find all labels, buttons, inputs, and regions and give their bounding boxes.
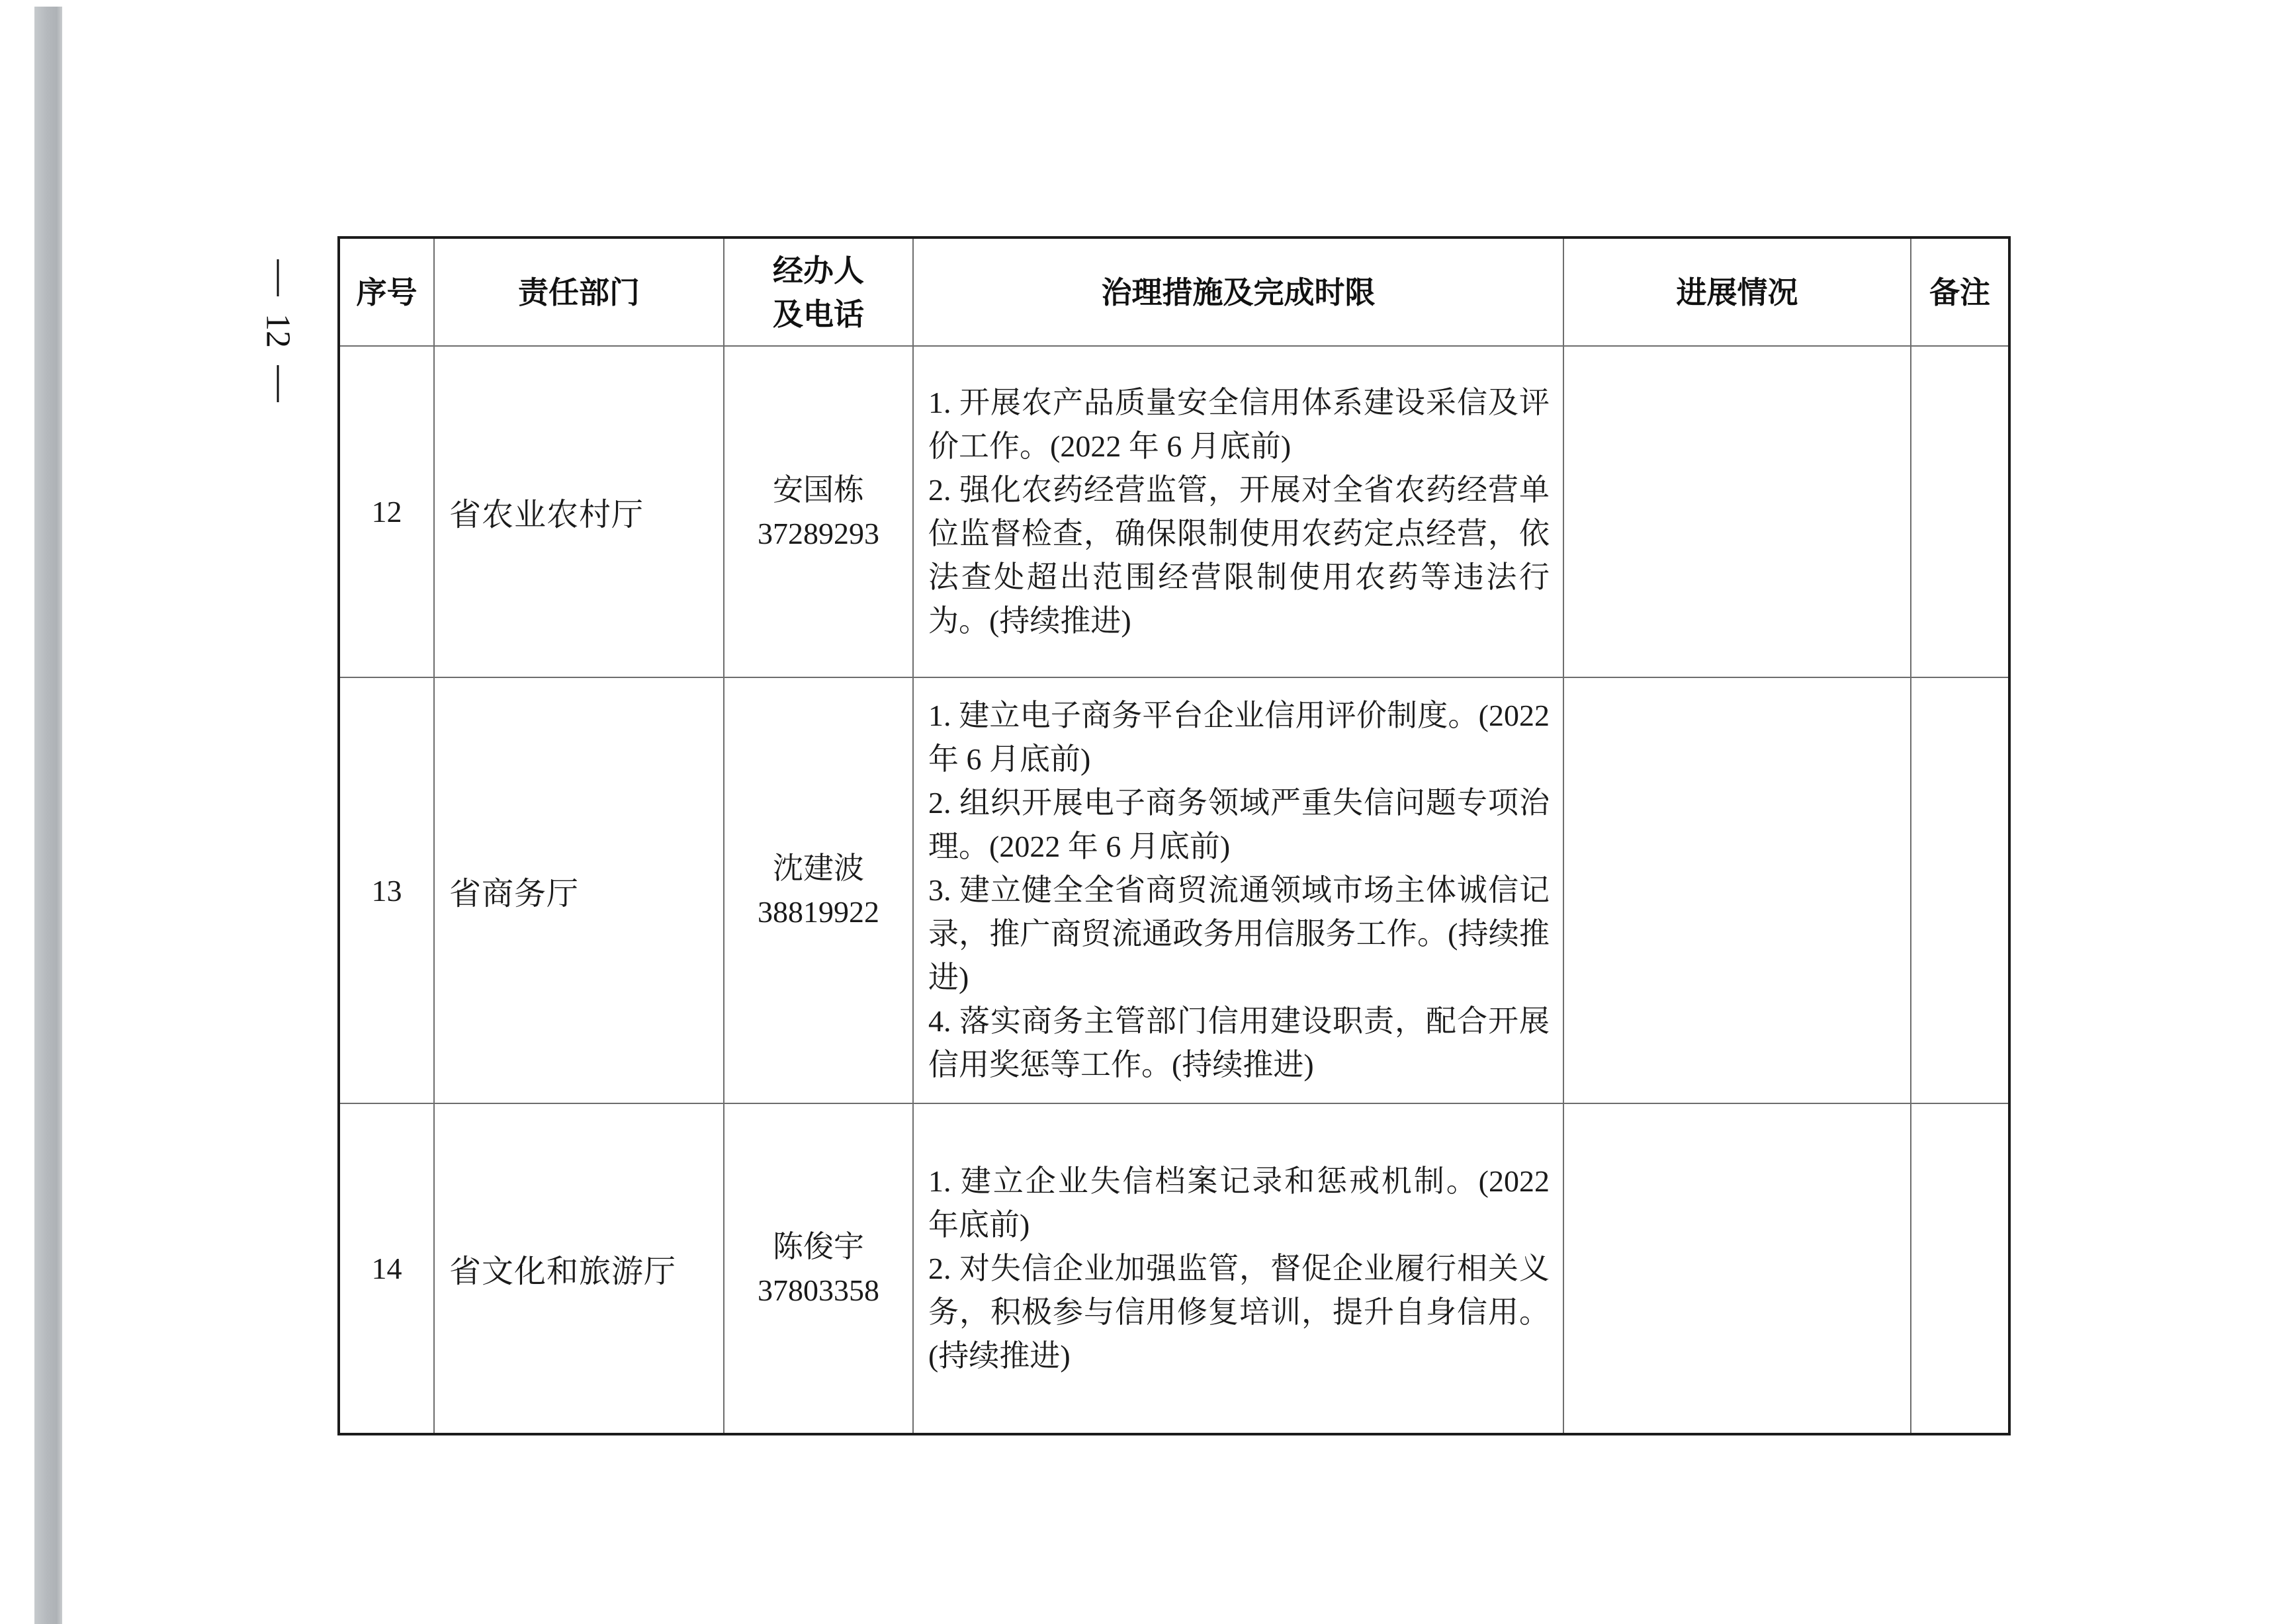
measure-item: 2. 强化农药经营监管，开展对全省农药经营单位监督检查，确保限制使用农药定点经营，依法查处超出范围经营限制使用农药等违法行为。(持续推进) — [928, 472, 1550, 638]
header-contact — [724, 237, 913, 346]
contact-cell — [724, 1103, 913, 1434]
contact-name: 陈俊宇 — [773, 1229, 864, 1263]
contact-phone: 37289293 — [758, 516, 879, 550]
contact-cell — [724, 346, 913, 677]
table-body — [339, 346, 2009, 1434]
table-row — [339, 677, 2009, 1103]
responsible-department: 省文化和旅游厅 — [434, 1103, 724, 1434]
contact-name: 沈建波 — [773, 851, 864, 885]
row-number: 12 — [339, 346, 434, 677]
remarks-cell — [1911, 1103, 2009, 1434]
measure-item: 4. 落实商务主管部门信用建设职责，配合开展信用奖惩等工作。(持续推进) — [928, 1004, 1550, 1082]
measures-cell — [913, 1103, 1563, 1434]
progress-cell — [1563, 346, 1911, 677]
table-row — [339, 1103, 2009, 1434]
measure-item: 1. 建立电子商务平台企业信用评价制度。(2022 年 6 月底前) — [928, 699, 1550, 776]
header-department: 责任部门 — [434, 237, 724, 346]
measure-item: 3. 建立健全全省商贸流通领域市场主体诚信记录，推广商贸流通政务用信服务工作。(持续推进) — [928, 873, 1550, 994]
measure-item: 1. 开展农产品质量安全信用体系建设采信及评价工作。(2022 年 6 月底前) — [928, 385, 1550, 463]
row-number: 13 — [339, 677, 434, 1103]
table-header — [339, 237, 2009, 346]
header-contact-line2: 及电话 — [773, 296, 864, 332]
contact-cell — [724, 677, 913, 1103]
table-row — [339, 346, 2009, 677]
contact-name: 安国栋 — [773, 472, 864, 507]
measure-item: 1. 建立企业失信档案记录和惩戒机制。(2022 年底前) — [928, 1164, 1550, 1242]
responsible-department: 省农业农村厅 — [434, 346, 724, 677]
measure-item: 2. 组织开展电子商务领域严重失信问题专项治理。(2022 年 6 月底前) — [928, 786, 1550, 863]
remarks-cell — [1911, 677, 2009, 1103]
page-number-dash-right — [277, 365, 279, 402]
page-number-value: 12 — [259, 314, 297, 348]
contact-phone: 37803358 — [758, 1273, 879, 1307]
header-remarks: 备注 — [1911, 237, 2009, 346]
header-no: 序号 — [339, 237, 434, 346]
page-number-dash-left — [277, 259, 279, 296]
header-row — [339, 237, 2009, 346]
scan-edge-strip — [34, 7, 62, 1624]
header-measures: 治理措施及完成时限 — [913, 237, 1563, 346]
page-number — [259, 259, 298, 402]
governance-measures-table — [337, 236, 2011, 1435]
progress-cell — [1563, 1103, 1911, 1434]
measures-cell — [913, 677, 1563, 1103]
remarks-cell — [1911, 346, 2009, 677]
responsible-department: 省商务厅 — [434, 677, 724, 1103]
measures-cell — [913, 346, 1563, 677]
contact-phone: 38819922 — [758, 895, 879, 929]
row-number: 14 — [339, 1103, 434, 1434]
progress-cell — [1563, 677, 1911, 1103]
header-progress: 进展情况 — [1563, 237, 1911, 346]
header-contact-line1: 经办人 — [773, 252, 864, 288]
measure-item: 2. 对失信企业加强监管，督促企业履行相关义务，积极参与信用修复培训，提升自身信用。(持续推进) — [928, 1251, 1550, 1373]
